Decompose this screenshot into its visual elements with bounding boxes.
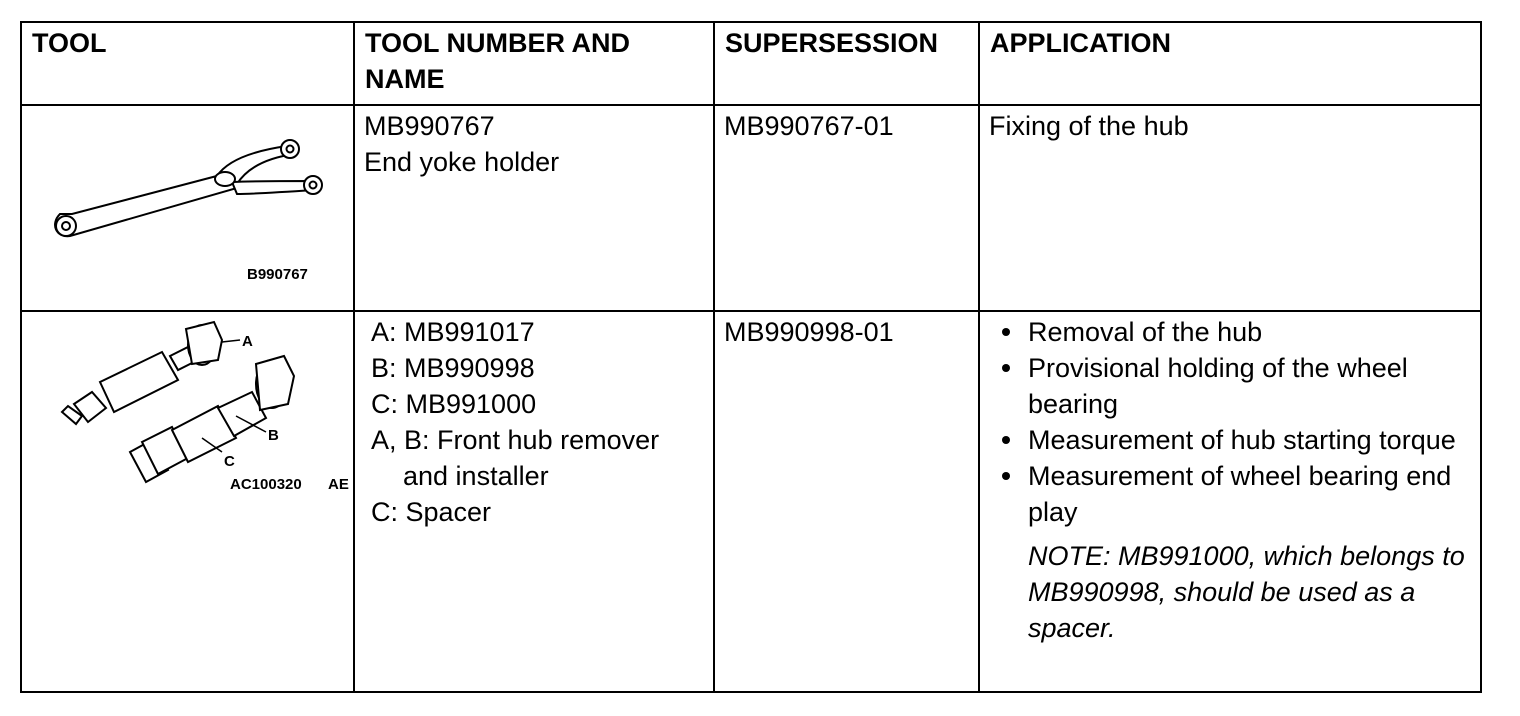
list-item-text: Removal of the hub <box>1028 317 1263 347</box>
application-list <box>990 314 1466 530</box>
tool-number-b: B: MB990998 <box>371 353 535 383</box>
list-item <box>990 350 1466 422</box>
bullet-icon <box>1002 328 1010 336</box>
supersession-value: MB990998-01 <box>724 317 894 347</box>
tool-name-ab: A, B: Front hub remover <box>371 425 660 455</box>
tool-number-cell <box>354 105 714 311</box>
figure-code: B990767 <box>247 266 308 283</box>
tool-name-c: C: Spacer <box>371 497 492 527</box>
list-item-text: Provisional holding of the wheel bearing <box>1028 353 1408 419</box>
bullet-icon <box>1002 472 1010 480</box>
tool-number-c: C: MB991000 <box>371 389 537 419</box>
header-application-label: APPLICATION <box>990 28 1171 58</box>
header-tool-number <box>354 22 714 105</box>
bullet-icon <box>1002 364 1010 372</box>
tool-figure-cell <box>21 105 354 311</box>
list-item <box>990 314 1466 350</box>
header-tool <box>21 22 354 105</box>
figure-code: AC100320 <box>230 476 302 493</box>
tool-name-ab-cont: and installer <box>403 461 549 491</box>
label-c: C <box>224 453 235 470</box>
special-tools-table <box>20 21 1482 693</box>
bullet-icon <box>1002 436 1010 444</box>
tool-number-cell <box>354 311 714 692</box>
application-value: Fixing of the hub <box>989 111 1189 141</box>
tool-number-a: A: MB991017 <box>371 317 535 347</box>
header-tool-number-line1: TOOL NUMBER AND <box>365 28 631 58</box>
header-row <box>21 22 1481 105</box>
table-row <box>21 311 1481 692</box>
list-item <box>990 422 1466 458</box>
tool-number: MB990767 <box>364 111 495 141</box>
header-tool-number-line2: NAME <box>365 64 445 94</box>
supersession-value: MB990767-01 <box>724 111 894 141</box>
header-tool-label: TOOL <box>32 28 107 58</box>
list-item <box>990 458 1466 530</box>
label-b: B <box>268 427 279 444</box>
application-cell <box>979 311 1481 692</box>
note-text: NOTE: MB991000, which belongs to MB990998, should be used as a spacer. <box>1028 541 1465 643</box>
header-supersession-label: SUPERSESSION <box>725 28 939 58</box>
list-item-text: Measurement of wheel bearing end play <box>1028 461 1452 527</box>
tool-name: End yoke holder <box>364 147 560 177</box>
supersession-cell <box>714 311 979 692</box>
application-cell <box>979 105 1481 311</box>
figure-suffix: AE <box>328 476 349 493</box>
table-row <box>21 105 1481 311</box>
supersession-cell <box>714 105 979 311</box>
list-item-text: Measurement of hub starting torque <box>1028 425 1456 455</box>
tool-figure-cell <box>21 311 354 692</box>
header-supersession <box>714 22 979 105</box>
label-a: A <box>242 333 253 350</box>
front-hub-remover-illustration <box>22 312 355 693</box>
header-application <box>979 22 1481 105</box>
